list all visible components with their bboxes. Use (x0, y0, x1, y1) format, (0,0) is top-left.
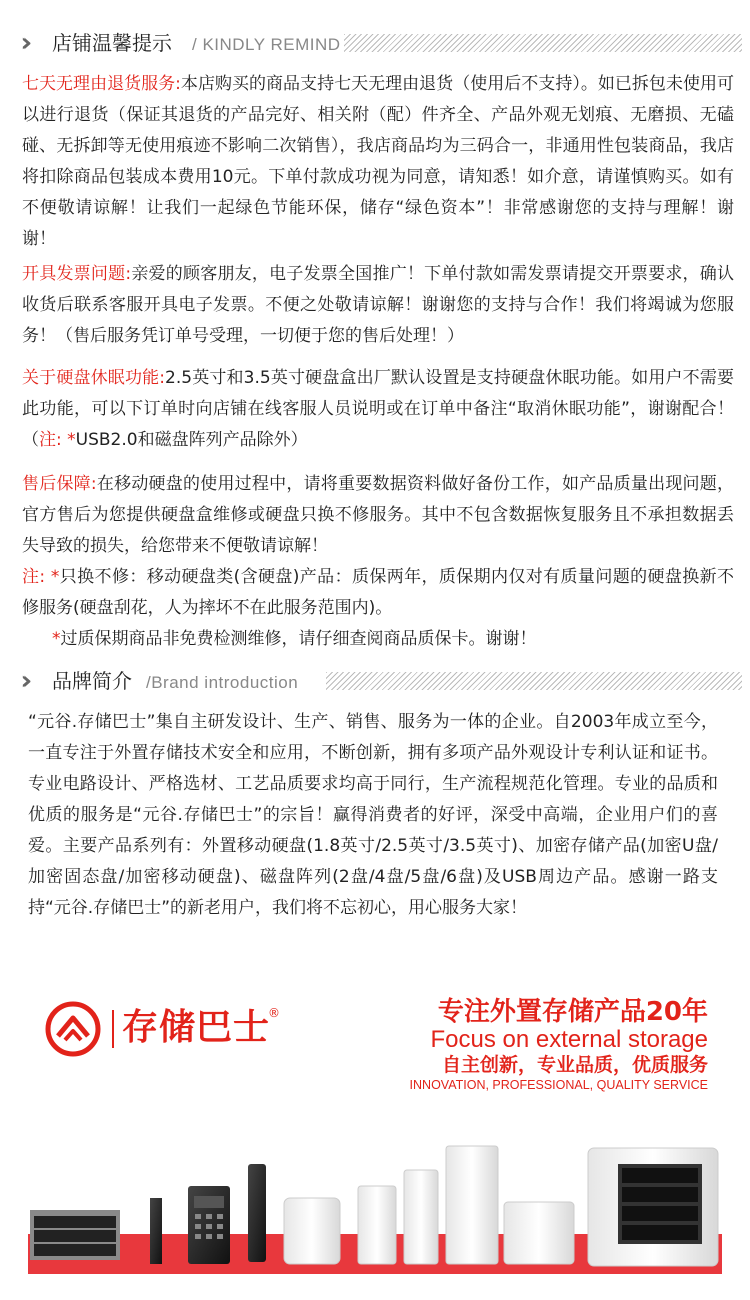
tower-raid-icon (588, 1148, 718, 1266)
sleep-text: 2.5英寸和3.5英寸硬盘盒出厂默认设置是支持硬盘休眠功能。如用户不需要此功能，可以下订单时向店铺在线客服人员说明或在订单中备注“取消休眠功能”，谢谢配合！（ (22, 368, 734, 450)
after-note2-text: 过质保期商品非免费检测维修，请仔细查阅商品质保卡。谢谢！ (60, 629, 537, 649)
encrypted-drive-icon (188, 1186, 230, 1264)
slogan-tagline-en: INNOVATION, PROFESSIONAL, QUALITY SERVICE (409, 1078, 708, 1092)
after-text: 在移动硬盘的使用过程中，请将重要数据资料做好备份工作，如产品质量出现问题，官方售后为您提供硬盘盒维修或硬盘只换不修服务。其中不包含数据恢复服务且不承担数据丢失导致的损失，给您带来不便敬请谅解！ (22, 474, 735, 556)
portable-enclosure-icon (358, 1186, 396, 1264)
slogan-tagline: 自主创新，专业品质，优质服务 (441, 1054, 708, 1076)
brand-subtitle: /Brand introduction (146, 673, 299, 692)
usb-hub-icon (150, 1198, 162, 1264)
sleep-policy (22, 363, 734, 456)
raid-enclosure-icon (504, 1202, 574, 1264)
brand-header (0, 666, 750, 696)
product-lineup-illustration (28, 1140, 722, 1282)
logo-registered: ® (268, 1006, 280, 1020)
brand-logo (44, 1000, 280, 1058)
header-hatch-divider (344, 34, 742, 52)
brand-introduction: “元谷.存储巴士”集自主研发设计、生产、销售、服务为一体的企业。自2003年成立至今，一直专注于外置存储技术安全和应用，不断创新，拥有多项产品外观设计专利认证和证书。专业电路设计、严格选材、工艺品质要求均高于同行，生产流程规范化管理。专业的品质和优质的服务是“元谷.存储巴士”的宗旨！赢得消费者的好评，深受中高端，企业用户们的喜爱。主要产品系列有：外置移动硬盘(1.8英寸/2.5英寸/3.5英寸)、加密存储产品(加密U盘/加密固态盘/加密移动硬盘)、磁盘阵列(2盘/4盘/5盘/6盘)及USB周边产品。感谢一路支持“元谷.存储巴士”的新老用户，我们将不忘初心，用心服务大家！ (28, 712, 718, 918)
notice-subtitle: / KINDLY REMIND (192, 35, 341, 54)
notice-header (0, 28, 750, 58)
usb-flash-drive-icon (248, 1164, 266, 1262)
logo-divider (112, 1010, 114, 1048)
portable-enclosure-icon (404, 1170, 438, 1264)
sleep-label: 关于硬盘休眠功能: (22, 368, 165, 388)
notice-title: 店铺温馨提示 (52, 31, 172, 55)
return-policy (22, 69, 734, 255)
after-sales-policy (22, 469, 734, 655)
slogan-headline: 专注外置存储产品20年 (437, 997, 708, 1027)
return-label: 七天无理由退货服务: (22, 74, 181, 94)
drive-bay-icon (30, 1210, 120, 1260)
portable-enclosure-icon (446, 1146, 498, 1264)
logo-text: 存储巴士 (122, 1007, 271, 1048)
sleep-note-label: 注: * (39, 430, 76, 450)
after-label: 售后保障: (22, 474, 97, 494)
invoice-text: 亲爱的顾客朋友，电子发票全国推广！下单付款如需发票请提交开票要求，确认收货后联系客服开具电子发票。不便之处敬请谅解！谢谢您的支持与合作！我们将竭诚为您服务！（售后服务凭订单号受理，一切便于您的售后处理！） (22, 264, 735, 346)
return-text: 本店购买的商品支持七天无理由退货（使用后不支持）。如已拆包未使用可以进行退货（保证其退货的产品完好、相关附（配）件齐全、产品外观无划痕、无磨损、无磕碰、无拆卸等无使用痕迹不影响二次销售），我店商品均为三码合一，非通用性包装商品，我店将扣除商品包装成本费用10元。下单付款成功视为同意，请知悉！如介意，请谨慎购买。如有不便敬请谅解！让我们一起绿色节能环保，储存“绿色资本”！非常感谢您的支持与理解！谢谢！ (22, 74, 735, 249)
logo-mark-icon (44, 1000, 104, 1058)
brand-title: 品牌简介 (52, 669, 132, 693)
header-hatch-divider (326, 672, 742, 690)
sleep-note-text: USB2.0和磁盘阵列产品除外） (75, 430, 308, 450)
after-note2-star: * (52, 629, 61, 649)
portable-enclosure-icon (284, 1198, 340, 1264)
after-note-text: 只换不修：移动硬盘类(含硬盘)产品：质保两年，质保期内仅对有质量问题的硬盘换新不修服务(硬盘刮花，人为摔坏不在此服务范围内)。 (22, 567, 734, 618)
after-note-label: 注: * (22, 567, 60, 587)
invoice-label: 开具发票问题: (22, 264, 132, 284)
invoice-policy (22, 259, 734, 352)
slogan-headline-en: Focus on external storage (430, 1026, 708, 1053)
